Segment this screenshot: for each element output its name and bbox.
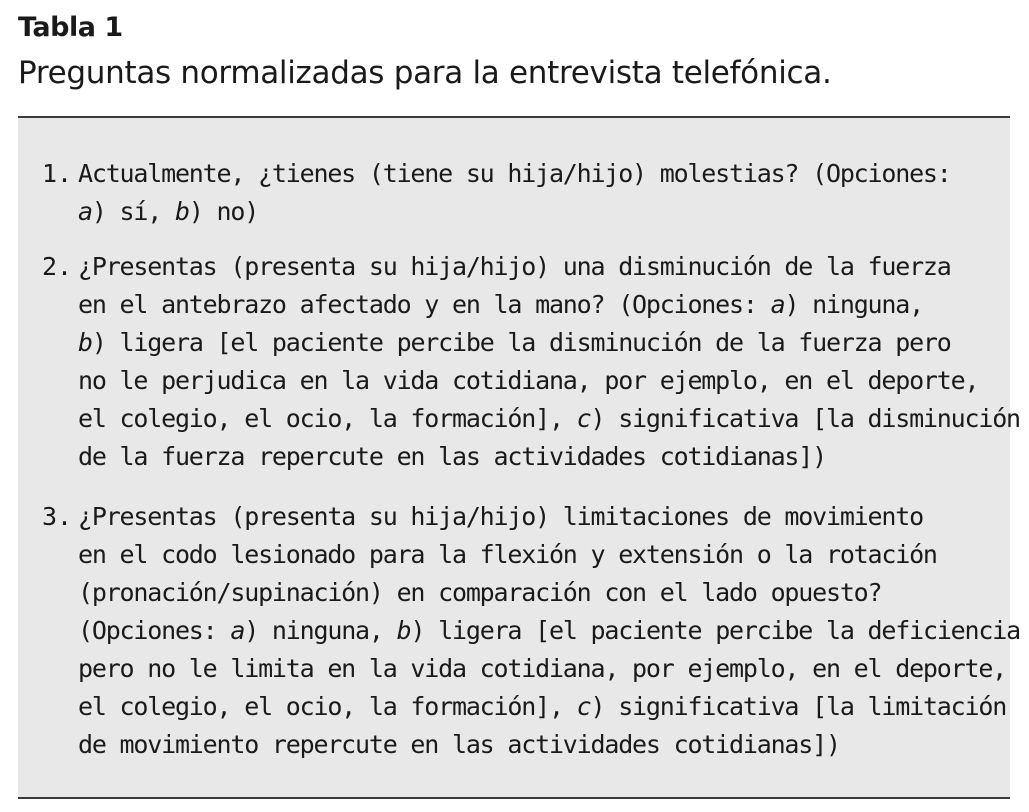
question-text [78,498,1020,764]
question-line: el colegio, el ocio, la formación], c) significativa [la limitación [78,692,1007,721]
question-line: (Opciones: a) ninguna, b) ligera [el paciente percibe la deficiencia [78,616,1020,645]
question-number: 3. [42,502,73,531]
question-line: ¿Presentas (presenta su hija/hijo) una disminución de la fuerza [78,252,951,281]
question-line: pero no le limita en la vida cotidiana, por ejemplo, en el deporte, [78,654,1007,683]
table-box [18,116,1020,799]
question-line: (pronación/supinación) en comparación con el lado opuesto? [78,578,882,607]
question-line: Actualmente, ¿tienes (tiene su hija/hijo) molestias? (Opciones: [78,159,951,188]
table-caption: Preguntas normalizadas para la entrevista telefónica. [18,55,832,91]
question-line: el colegio, el ocio, la formación], c) significativa [la disminución [78,404,1020,433]
question-line: ¿Presentas (presenta su hija/hijo) limitaciones de movimiento [78,502,923,531]
question-number: 2. [42,252,73,281]
question-number: 1. [42,159,73,188]
question-line: no le perjudica en la vida cotidiana, por ejemplo, en el deporte, [78,366,979,395]
table-label: Tabla 1 [18,12,123,43]
question-text [78,155,998,231]
question-line: de la fuerza repercute en las actividades cotidianas]) [78,442,826,471]
question-line: de movimiento repercute en las actividades cotidianas]) [78,730,840,759]
question-line: b) ligera [el paciente percibe la disminución de la fuerza pero [78,328,951,357]
question-line: a) sí, b) no) [78,197,259,226]
question-text [78,248,1020,476]
question-line: en el codo lesionado para la flexión y extensión o la rotación [78,540,937,569]
question-line: en el antebrazo afectado y en la mano? (Opciones: a) ninguna, [78,290,923,319]
